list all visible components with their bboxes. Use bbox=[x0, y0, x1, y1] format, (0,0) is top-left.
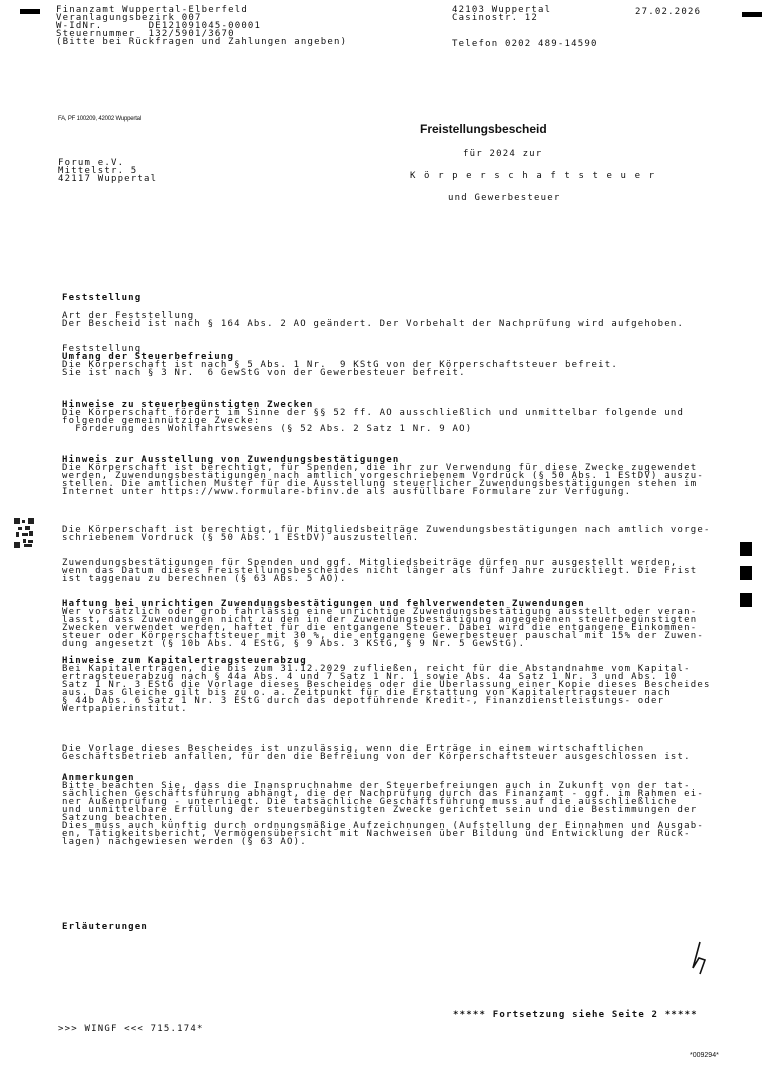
recipient-address: Forum e.V. Mittelstr. 5 42117 Wuppertal bbox=[58, 158, 158, 184]
title-tax-type-2: und Gewerbesteuer bbox=[448, 193, 561, 203]
title-year: für 2024 zur bbox=[463, 149, 543, 159]
section-feststellung: Feststellung bbox=[62, 293, 142, 303]
letter-date: 27.02.2026 bbox=[635, 7, 702, 17]
footer-code-right: *009294* bbox=[690, 1052, 719, 1059]
office-phone: Telefon 0202 489-14590 bbox=[452, 39, 598, 49]
section-haftung: Haftung bei unrichtigen Zuwendungsbestätigungen und fehlverwendeten Zuwendungen Wer vorsätzlich oder grob fahrlässig eine unrichtige Zuwendungsbestätigung ausstellt oder veran- lasst, dass Zuwendungen nicht zu den in der Zuwendungsbestätigung angegebenen steuerbegünstigten Zwecken verwendet werden, haftet für die entgangene Steuer. Dabei wird die entgangene Einkommen- steuer oder Körperschaftsteuer mit 30 %, die entgangene Gewerbesteuer pauschal mit 15% der Zuwen- dung angesetzt (§ 10b Abs. 4 EStG, § 9 Abs. 3 KStG, § 9 Nr. 5 GewStG). bbox=[62, 599, 704, 649]
office-address: 42103 Wuppertal Casinostr. 12 bbox=[452, 5, 552, 23]
section-mitgliedsbeitraege: Die Körperschaft ist berechtigt, für Mitgliedsbeiträge Zuwendungsbestätigungen nach amtlich vorge- schriebenem Vordruck (§ 50 Abs. 1 EStDV) auszustellen. bbox=[62, 525, 711, 543]
section-erlaeuterungen: Erläuterungen bbox=[62, 922, 149, 932]
scan-mark-right-3 bbox=[740, 593, 752, 607]
scan-mark-top-right bbox=[742, 12, 762, 17]
scan-mark-top-left bbox=[20, 9, 40, 14]
sender-line: FA, PF 100209, 42002 Wuppertal bbox=[58, 116, 141, 122]
qr-code-icon bbox=[14, 518, 34, 548]
scan-mark-right-1 bbox=[740, 542, 752, 556]
section-frist: Zuwendungsbestätigungen für Spenden und ggf. Mitgliedsbeiträge dürfen nur ausgestellt werden, wenn das Datum dieses Freistellungsbescheides nicht länger als fünf Jahre zurückliegt. Die Frist ist taggenau zu berechnen (§ 63 Abs. 5 AO). bbox=[62, 558, 698, 584]
continuation-note: ***** Fortsetzung siehe Seite 2 ***** bbox=[453, 1010, 698, 1020]
section-steuerbeguenstigte-zwecke: Hinweise zu steuerbegünstigten Zwecken Die Körperschaft fördert im Sinne der §§ 52 ff. AO ausschließlich und unmittelbar folgende und folgende gemeinnützige Zwecke: Förderung des Wohlfahrtswesens (§ 52 Abs. 2 Satz 1 Nr. 9 AO) bbox=[62, 400, 685, 434]
section-art-der-feststellung: Art der Feststellung Der Bescheid ist nach § 164 Abs. 2 AO geändert. Der Vorbehalt der Nachprüfung wird aufgehoben. bbox=[62, 311, 685, 329]
section-umfang-steuerbefreiung: Feststellung Umfang der Steuerbefreiung Die Körperschaft ist nach § 5 Abs. 1 Nr. 9 KStG von der Körperschaftsteuer befreit. Sie ist nach § 3 Nr. 6 GewStG von der Gewerbesteuer befreit. bbox=[62, 344, 618, 378]
section-anmerkungen: Anmerkungen Bitte beachten Sie, dass die Inanspruchnahme der Steuerbefreiungen auch in Zukunft von der tat- sächlichen Geschäftsführung abhängt, die der Nachprüfung durch das Finanzamt - ggf. im Rahmen ei- ner Außenprüfung - unterliegt. Die tatsächliche Geschäftsführung muss auf die ausschließliche und unmittelbare Erfüllung der steuerbegünstigten Zwecke gerichtet sein und die Bestimmungen der Satzung beachten. Dies muss auch künftig durch ordnungsmäßige Aufzeichnungen (Aufstellung der Einnahmen und Ausgab- en, Tätigkeitsbericht, Vermögensübersicht mit Nachweisen über Bildung und Entwicklung der Rück- lagen) nachgewiesen werden (§ 63 AO). bbox=[62, 773, 704, 847]
scan-mark-right-2 bbox=[740, 566, 752, 580]
section-vorlage: Die Vorlage dieses Bescheides ist unzulässig, wenn die Erträge in einem wirtschaftlichen Geschäftsbetrieb anfallen, für den die Befreiung von der Körperschaftsteuer ausgeschlossen ist. bbox=[62, 744, 691, 762]
section-zuwendungsbestaetigungen: Hinweis zur Ausstellung von Zuwendungsbestätigungen Die Körperschaft ist berechtigt, für Spenden, die ihr zur Verwendung für diese Zwecke zugewendet werden, Zuwendungsbestätigungen nach amtlich vorgeschriebenem Vordruck (§ 50 Abs. 1 EStDV) auszu- stellen. Die amtlichen Muster für die Ausstellung steuerlicher Zuwendungsbestätigungen stehen im Internet unter https://www.formulare-bfinv.de als ausfüllbare Formulare zur Verfügung. bbox=[62, 455, 704, 497]
section-kapitalertragsteuer: Hinweise zum Kapitalertragsteuerabzug Bei Kapitalerträgen, die bis zum 31.12.2029 zufließen, reicht für die Abstandnahme vom Kapital- ertragsteuerabzug nach § 44a Abs. 4 und 7 Satz 1 Nr. 1 sowie Abs. 4a Satz 1 Nr. 3 und Abs. 10 Satz 1 Nr. 3 EStG die Vorlage dieses Bescheides oder die Überlassung einer Kopie dieses Bescheides aus. Das Gleiche gilt bis zu o. a. Zeitpunkt für die Erstattung von Kapitalertragsteuer nach § 44b Abs. 6 Satz 1 Nr. 3 EStG durch das depotführende Kredit-, Finanzdienstleistungs- oder Wertpapierinstitut. bbox=[62, 656, 711, 714]
title-tax-type: K ö r p e r s c h a f t s t e u e r bbox=[410, 171, 656, 181]
signature-mark-icon bbox=[688, 940, 710, 976]
tax-office-block: Finanzamt Wuppertal-Elberfeld Veranlagungsbezirk 007 W-IdNr. DE121091045-00001 Steuernummer 132/5901/3670 (Bitte bei Rückfragen und Zahlungen angeben) bbox=[56, 5, 348, 47]
document-title: Freistellungsbescheid bbox=[420, 122, 547, 136]
footer-code-left: >>> WINGF <<< 715.174* bbox=[58, 1024, 204, 1034]
